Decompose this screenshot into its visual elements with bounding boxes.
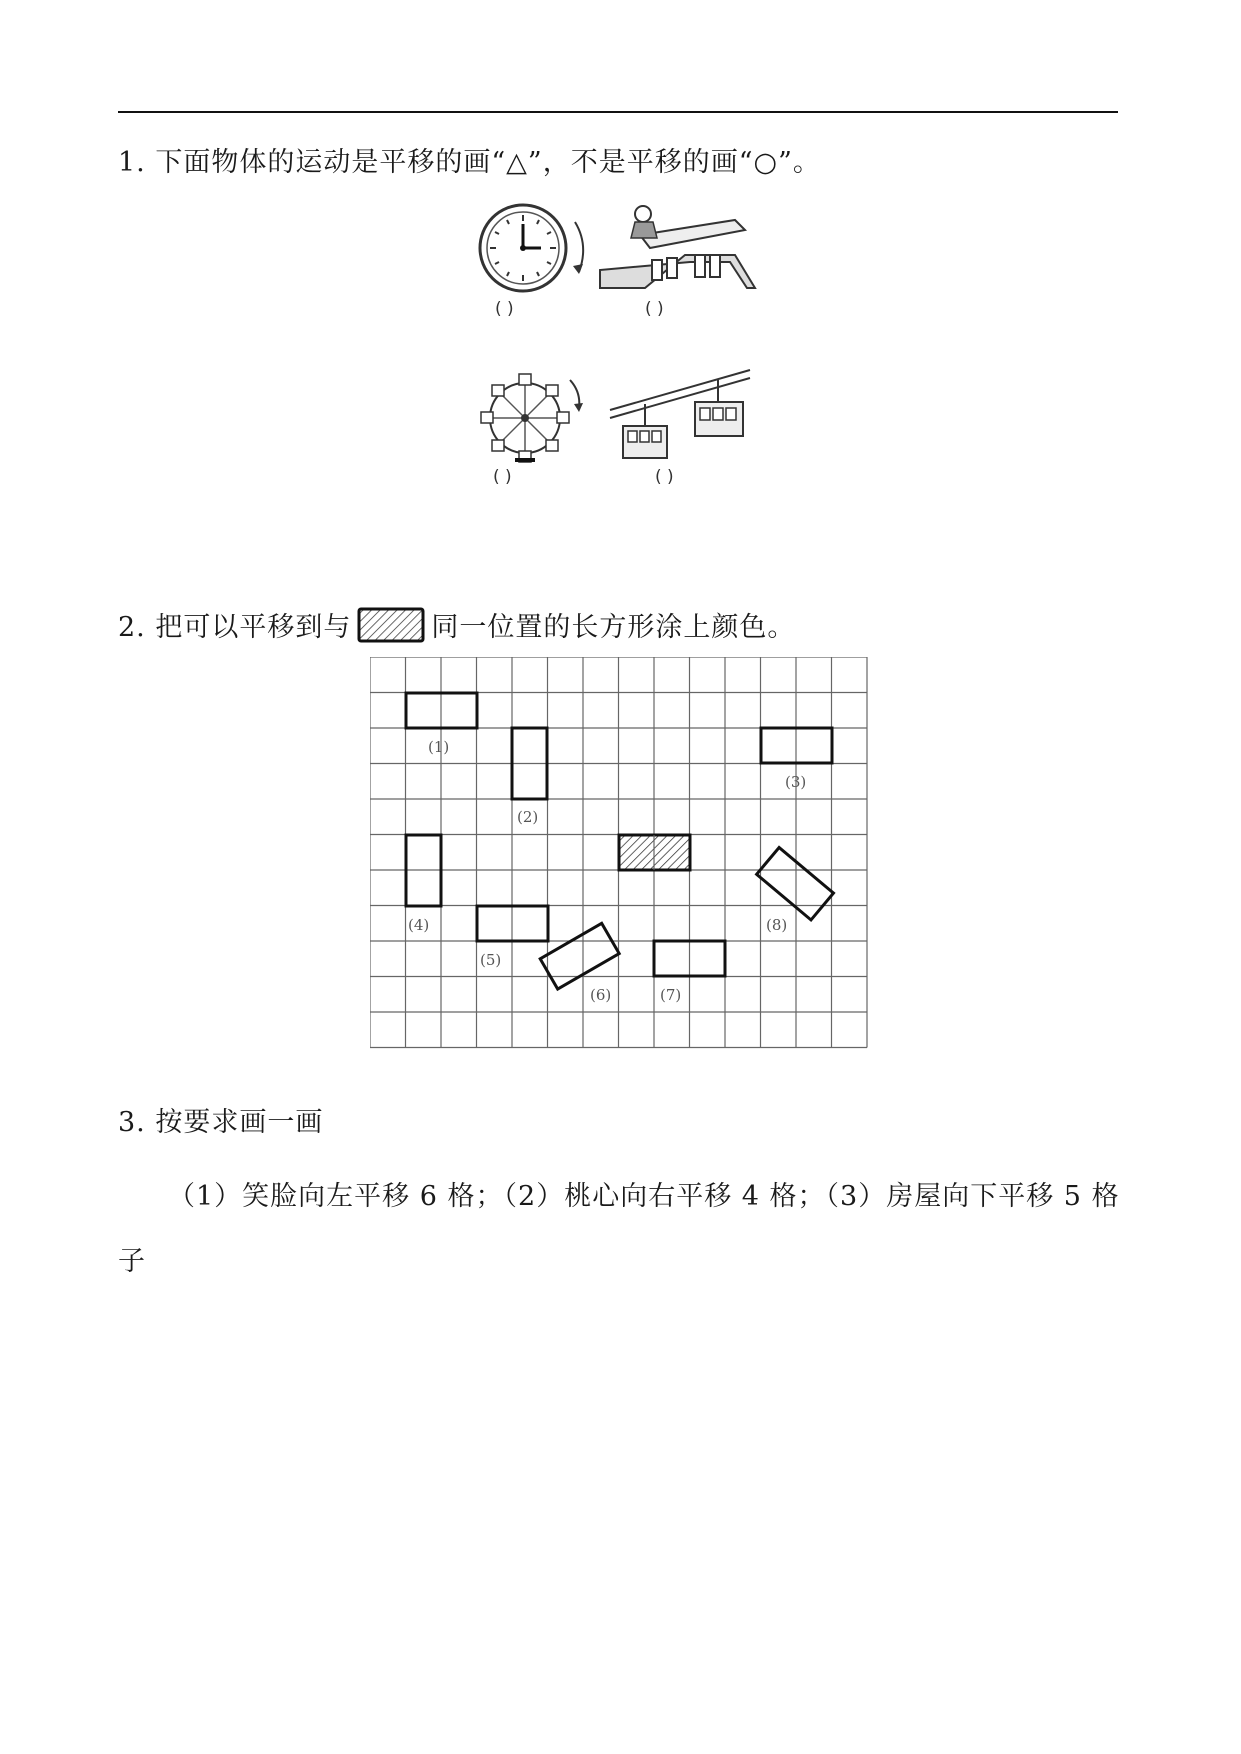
- ferris-wheel-image: [475, 368, 595, 493]
- question-2-text-before: 2. 把可以平移到与: [118, 612, 352, 643]
- slide-image: [595, 200, 760, 325]
- question-3-instructions: （1）笑脸向左平移 6 格；（2）桃心向右平移 4 格；（3）房屋向下平移 5 格: [168, 1181, 1120, 1212]
- label-5: (5): [480, 951, 502, 969]
- label-8: (8): [766, 916, 788, 934]
- question-3-title: 3. 按要求画一画: [118, 1107, 324, 1138]
- label-1: (1): [428, 738, 450, 756]
- slide-blank: ( ): [645, 299, 664, 319]
- label-7: (7): [660, 986, 682, 1004]
- clock-image: [475, 200, 605, 325]
- label-6: (6): [590, 986, 612, 1004]
- label-2: (2): [517, 808, 539, 826]
- label-3: (3): [785, 773, 807, 791]
- question-1-text: 1. 下面物体的运动是平移的画“△”，不是平移的画“○”。: [118, 147, 821, 178]
- question-3-instructions-continued: 子: [118, 1246, 146, 1277]
- question-2-text-after: 同一位置的长方形涂上颜色。: [431, 612, 796, 643]
- cable-car-image: [605, 368, 755, 493]
- rectangle-6[interactable]: [540, 923, 619, 989]
- cable-car-blank: ( ): [655, 467, 674, 487]
- ferris-wheel-blank: ( ): [493, 467, 512, 487]
- rectangle-8[interactable]: [757, 847, 834, 919]
- header-rule: [118, 111, 1118, 113]
- question-2-text: [118, 607, 795, 645]
- label-4: (4): [408, 916, 430, 934]
- clock-blank: ( ): [495, 299, 514, 319]
- hatched-rectangle-icon: [357, 607, 425, 643]
- translation-grid: [370, 657, 870, 1057]
